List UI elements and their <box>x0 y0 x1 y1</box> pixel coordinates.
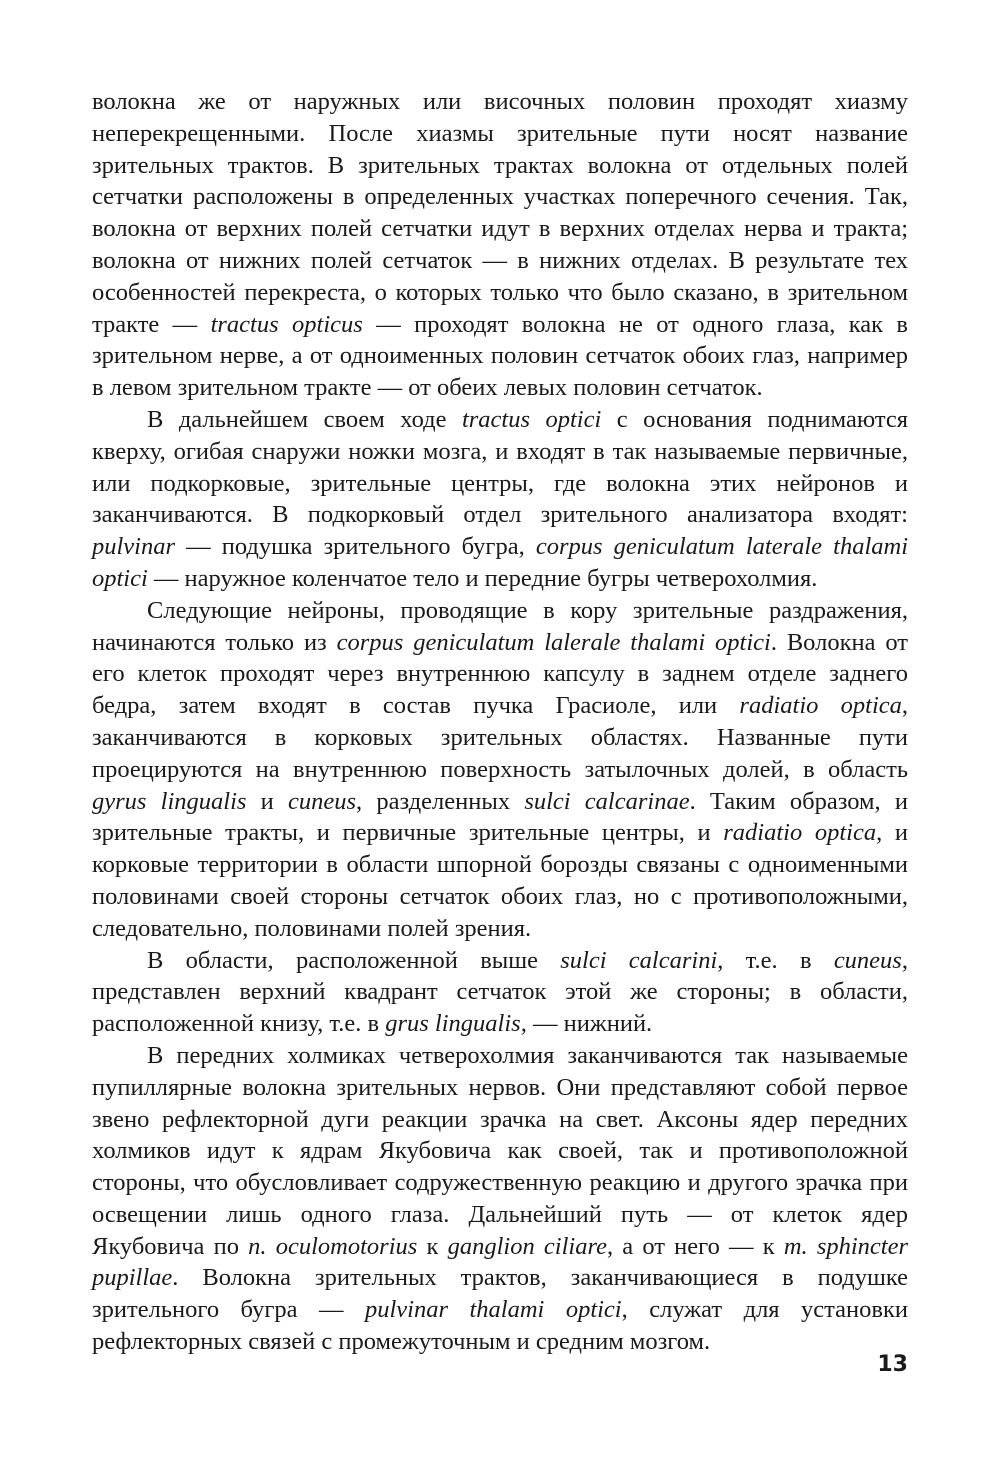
latin-term: ganglion ciliare <box>447 1232 607 1260</box>
paragraph <box>92 404 908 595</box>
text-run: . Волокна зрительных трактов, заканчивающиеся в подушке зрительного бугра — <box>92 1264 908 1324</box>
latin-term: m. sphincter pupillae <box>92 1232 909 1292</box>
latin-term: radiatio optica <box>739 692 902 720</box>
paragraph <box>92 595 908 945</box>
latin-term: sulci calcarini <box>560 946 718 974</box>
text-run: Следующие нейроны, проводящие в кору зрительные раздражения, начинаются только из <box>92 596 908 656</box>
latin-term: gyrus lingualis <box>92 787 247 815</box>
latin-term: pulvinar <box>92 533 176 561</box>
latin-term: n. oculomotorius <box>248 1232 418 1260</box>
text-run: к <box>417 1232 448 1260</box>
text-run: с основания поднимаются кверху, огибая снаружи ножки мозга, и входят в так называемые первичные, или подкорковые, зрительные центры, где волокна этих нейронов и заканчиваются. В подкорковый отдел зрительного анализатора входят: <box>92 405 908 529</box>
latin-term: corpus geniculatum laterale thalami optici <box>92 533 908 592</box>
latin-term: cuneus <box>287 787 357 815</box>
latin-term: sulci calcarinae <box>524 787 690 815</box>
paragraph <box>92 1040 908 1358</box>
text-run: — наружное коленчатое тело и передние бугры четверохолмия. <box>147 564 818 592</box>
text-run: — подушка зрительного бугра, <box>175 533 536 561</box>
latin-term: tractus opticus <box>210 310 363 338</box>
paragraph <box>92 945 908 1040</box>
latin-term: grus lingualis, <box>385 1010 527 1038</box>
text-run: волокна же от наружных или височных половин проходят хиазму неперекрещенными. После хиазмы зрительные пути носят название зрительных трактов. В зрительных трактах волокна от отдельных полей сетчатки расположены в определенных участках поперечного сечения. Так, волокна от верхних полей сетчатки идут в верхних отделах нерва и тракта; волокна от нижних полей сетчаток — в нижних отделах. В результате тех особенностей перекреста, о которых только что было сказано, в зрительном тракте — <box>92 88 908 338</box>
text-run: . Волокна от его клеток проходят через внутреннюю капсулу в заднем отделе заднего бедра, затем входят в состав пучка Грасиоле, или <box>92 628 908 720</box>
latin-term: cuneus <box>833 946 902 974</box>
text-run: , разделенных <box>356 787 525 815</box>
text-run: В передних холмиках четверохолмия заканчиваются так называемые пупиллярные волокна зрительных нервов. Они представляют собой первое звено рефлекторной дуги реакции зрачка на свет. Аксоны ядер передних холмиков идут к ядрам Якубовича как своей, так и противоположной стороны, что обусловливает содружественную реакцию и другого зрачка при освещении лишь одного глаза. Дальнейший путь — от клеток ядер Якубовича по <box>92 1041 908 1260</box>
text-run: , и корковые территории в области шпорной борозды связаны с одноименными половинами своей стороны сетчаток обоих глаз, но с противоположными, следовательно, половинами полей зрения. <box>92 819 908 942</box>
text-run: , а от него — к <box>606 1232 784 1260</box>
text-run: — нижний. <box>526 1010 653 1038</box>
text-run: — проходят волокна не от одного глаза, как в зрительном нерве, а от одноименных половин сетчаток обоих глаз, например в левом зрительном тракте — от обеих левых половин сетчаток. <box>92 310 908 402</box>
latin-term: radiatio optica <box>723 819 877 847</box>
text-run: и <box>246 787 288 815</box>
text-run: , заканчиваются в корковых зрительных областях. Названные пути проецируются на внутреннюю поверхность затылочных долей, в область <box>92 692 909 783</box>
text-run: , служат для установки рефлекторных связей с промежуточным и средним мозгом. <box>92 1296 909 1356</box>
latin-term: corpus geniculatum lalerale thalami optici <box>336 628 771 656</box>
latin-term: tractus optici <box>461 405 602 433</box>
text-run: В области, расположенной выше <box>147 946 561 974</box>
text-run: . Таким образом, и зрительные тракты, и первичные зрительные центры, и <box>92 787 908 847</box>
text-run: , т.е. в <box>717 946 834 974</box>
text-run: , представлен верхний квадрант сетчаток этой же стороны; в области, расположенной книзу, т.е. в <box>92 946 908 1038</box>
paragraph <box>92 86 908 404</box>
latin-term: pulvinar thalami optici <box>364 1296 622 1324</box>
page-number: 13 <box>877 1352 908 1377</box>
text-run: В дальнейшем своем ходе <box>147 405 462 433</box>
body-text <box>92 86 908 1358</box>
